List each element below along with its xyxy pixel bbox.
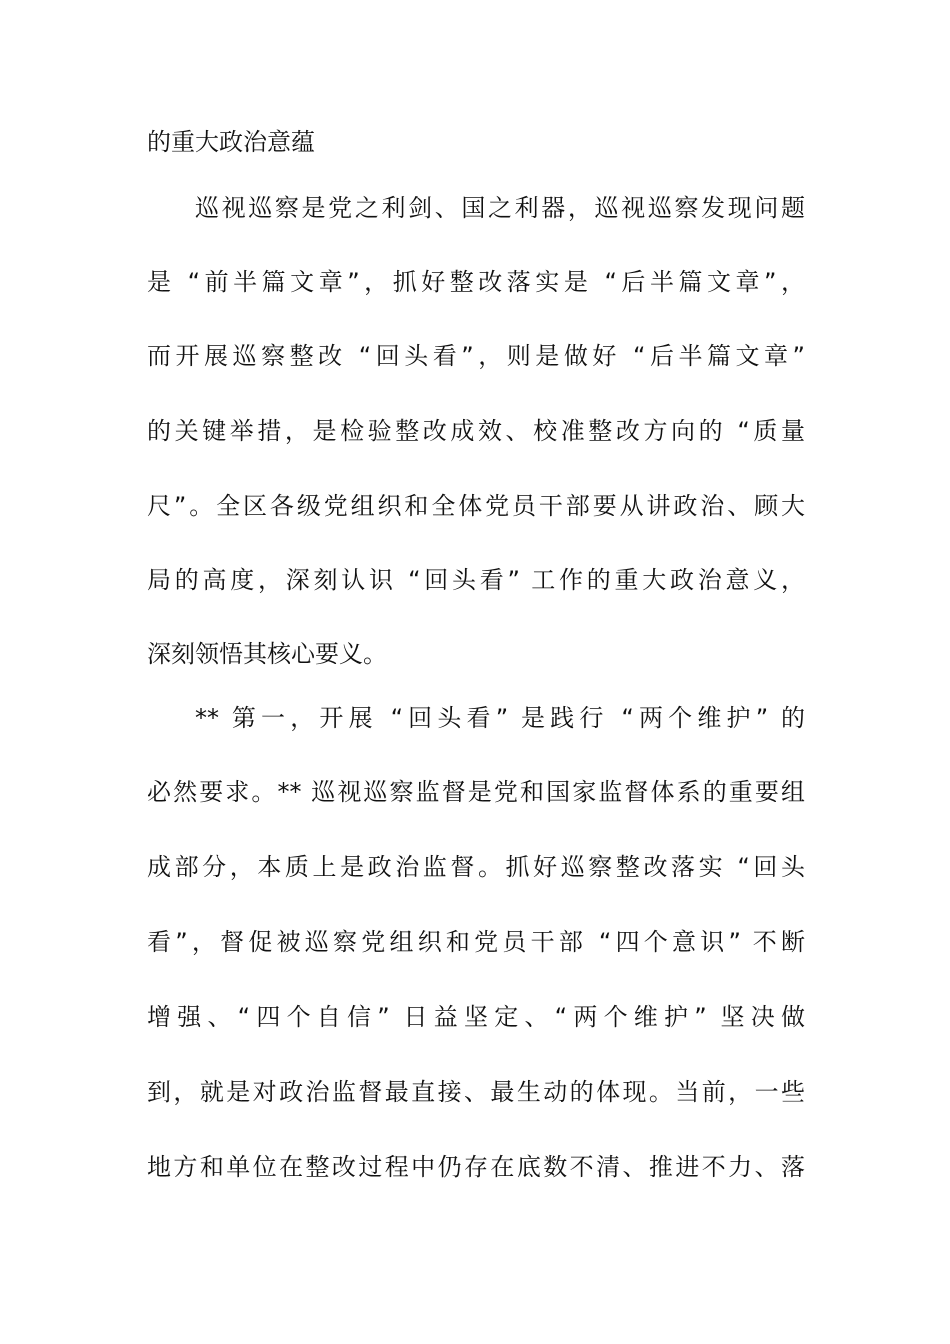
text-line: 地方和单位在整改过程中仍存在底数不清、推进不力、落	[147, 1153, 805, 1181]
text-line: 成部分，本质上是政治监督。抓好巡察整改落实 “回头	[147, 853, 805, 881]
text-line: 深刻领悟其核心要义。	[147, 640, 387, 668]
text-line: 到，就是对政治监督最直接、最生动的体现。当前，一些	[147, 1078, 805, 1106]
text-line: 巡视巡察是党之利剑、国之利器，巡视巡察发现问题	[195, 194, 805, 222]
text-line: ** 第一，开展 “回头看” 是践行 “两个维护” 的	[195, 704, 805, 732]
text-line: 是 “前半篇文章”，抓好整改落实是 “后半篇文章”，	[147, 268, 805, 296]
text-line: 看”，督促被巡察党组织和党员干部 “四个意识” 不断	[147, 928, 805, 956]
text-line: 局的高度，深刻认识 “回头看” 工作的重大政治意义，	[147, 566, 805, 594]
text-line: 必然要求。** 巡视巡察监督是党和国家监督体系的重要组	[147, 778, 805, 806]
text-line: 而开展巡察整改 “回头看”，则是做好 “后半篇文章”	[147, 342, 805, 370]
text-line: 的关键举措，是检验整改成效、校准整改方向的 “质量	[147, 417, 805, 445]
text-line: 增强、“四个自信” 日益坚定、“两个维护” 坚决做	[147, 1003, 805, 1031]
text-line: 的重大政治意蕴	[147, 128, 315, 156]
text-line: 尺”。全区各级党组织和全体党员干部要从讲政治、顾大	[147, 492, 805, 520]
